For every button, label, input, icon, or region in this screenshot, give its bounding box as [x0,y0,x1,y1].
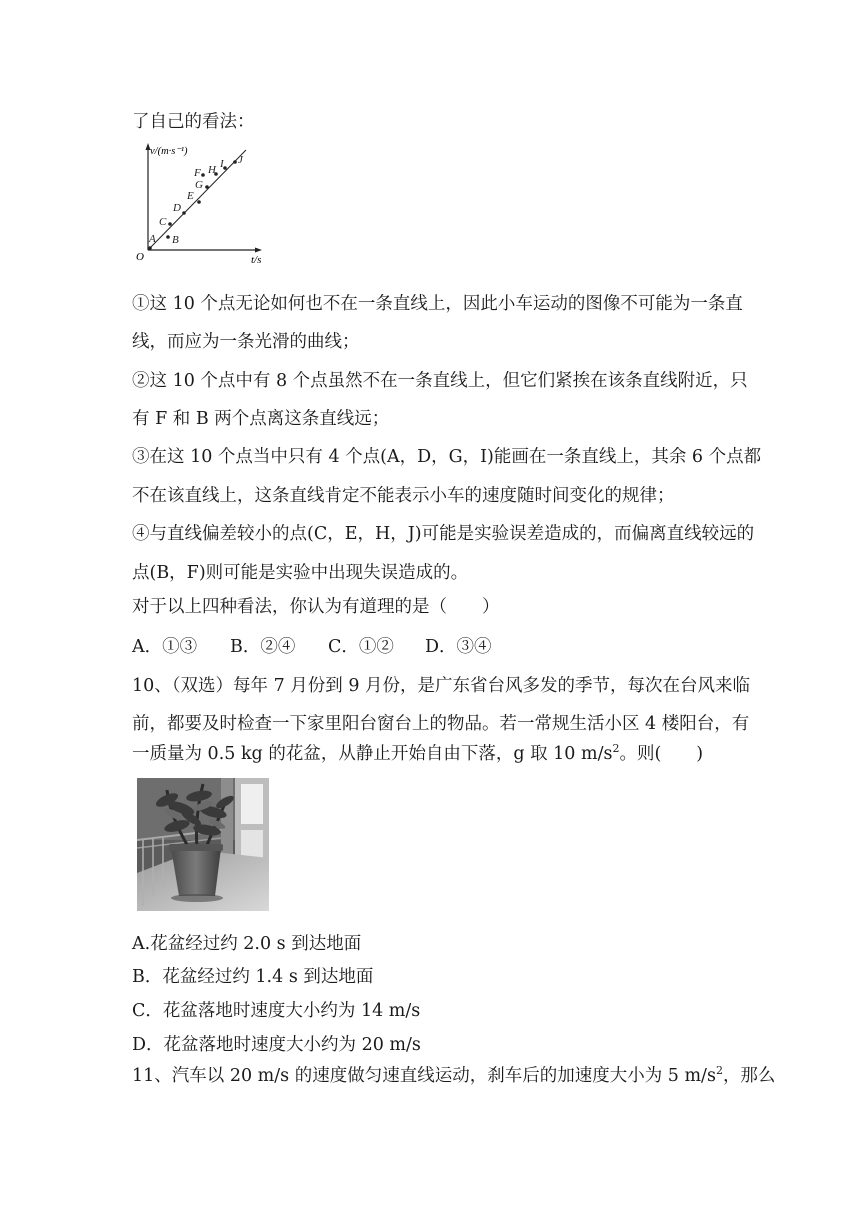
point-I [223,166,227,170]
velocity-time-graph [132,140,272,266]
q9-option-a: A．①③ [132,637,198,657]
q9-option-d: D．③④ [425,637,492,657]
statement-4-line-2: 点(B，F)则可能是实验中出现失误造成的。 [132,563,469,583]
statement-1-line-1: ①这 10 个点无论如何也不在一条直线上，因此小车运动的图像不可能为一条直 [132,294,743,314]
statement-3-line-1: ③在这 10 个点当中只有 4 个点(A，D，G，I)能画在一条直线上，其余 6 个点都 [132,447,762,467]
point-A [148,246,152,250]
q9-option-c: C．①② [328,637,394,657]
point-G [205,185,209,189]
intro-text: 了自己的看法： [132,112,255,132]
x-axis-arrow [255,248,262,253]
point-label-A: A [149,233,156,245]
q10-option-c: C．花盆落地时速度大小约为 14 m/s [132,1001,421,1021]
fit-line [148,150,246,250]
q10-line-3: 一质量为 0.5 kg 的花盆，从静止开始自由下落，g 取 10 $m/s^2$。则( ) [132,742,704,764]
statement-1-line-2: 线，而应为一条光滑的曲线； [132,332,360,352]
statement-2-line-2: 有 F 和 B 两个点离这条直线远； [132,409,390,429]
point-E [197,200,201,204]
q10-option-b: B．花盆经过约 1.4 s 到达地面 [132,967,374,987]
point-label-H: H [208,164,216,176]
point-label-I: I [220,158,224,170]
point-B [166,235,170,239]
x-axis-label: t/s [251,254,262,266]
flowerpot-balcony-photo [137,778,269,911]
point-C [168,222,172,226]
point-label-E: E [187,190,194,202]
question-9-prompt: 对于以上四种看法，你认为有道理的是（ ） [132,597,500,617]
origin-label: O [136,251,144,263]
q9-option-b: B．②④ [230,637,296,657]
q10-line-1: 10、（双选）每年 7 月份到 9 月份，是广东省台风多发的季节，每次在台风来临 [132,676,751,696]
point-F [201,173,205,177]
statement-2-line-1: ②这 10 个点中有 8 个点虽然不在一条直线上，但它们紧挨在该条直线附近，只 [132,371,748,391]
point-D [182,211,186,215]
point-label-D: D [173,202,181,214]
point-label-G: G [195,179,203,191]
q10-option-a: A.花盆经过约 2.0 s 到达地面 [132,934,362,954]
q10-option-d: D．花盆落地时速度大小约为 20 m/s [132,1035,421,1055]
point-label-J: J [238,154,243,166]
point-J [233,160,237,164]
point-label-C: C [159,216,167,228]
q10-line-2: 前，都要及时检查一下家里阳台窗台上的物品。若一常规生活小区 4 楼阳台，有 [132,714,750,734]
statement-4-line-1: ④与直线偏差较小的点(C，E，H，J)可能是实验误差造成的，而偏离直线较远的 [132,524,755,544]
point-label-F: F [194,167,201,179]
statement-3-line-2: 不在该直线上，这条直线肯定不能表示小车的速度随时间变化的规律； [132,486,675,506]
q11-line-1: 11、汽车以 20 m/s 的速度做匀速直线运动，刹车后的加速度大小为 5 $m/s^2$，那么 [132,1064,776,1086]
point-label-B: B [172,234,179,246]
y-axis-label: v/(m·s⁻¹) [150,146,188,157]
